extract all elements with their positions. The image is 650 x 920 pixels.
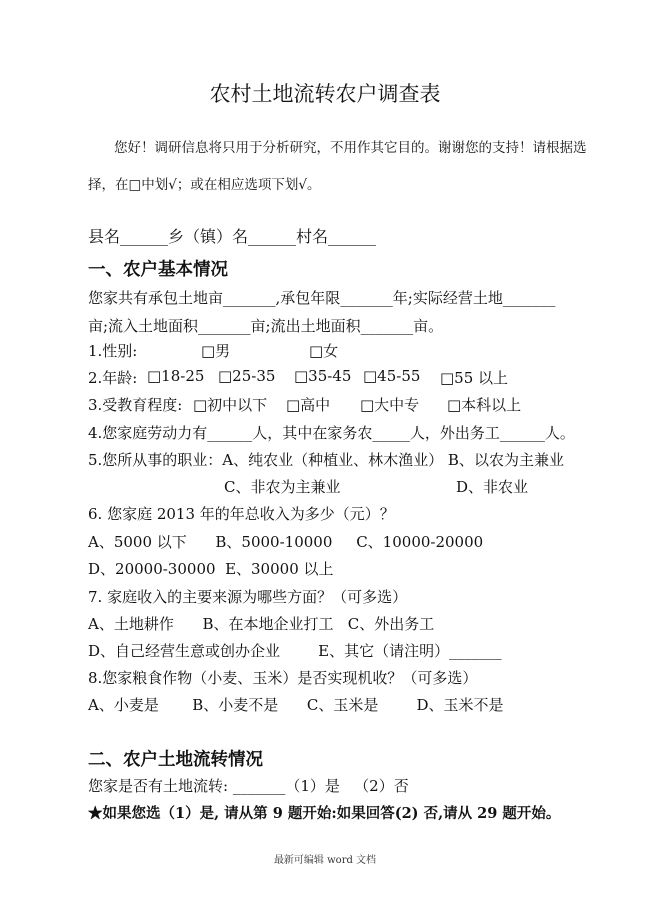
section-1-heading: 一、农户基本情况 [88,260,228,280]
q3-option-1[interactable]: □初中以下 [193,396,268,414]
q4-line: 4.您家庭劳动力有______人，其中在家务农_____人，外出务工______人。 [88,424,575,442]
page-title: 农村土地流转农户调查表 [209,82,441,106]
q1-label: 1.性别: [88,342,138,360]
intro-line-2: 择，在□中划√；或在相应选项下划√。 [88,177,321,193]
q2-option-2[interactable]: □25-35 [218,367,276,385]
q6-options-line-1: A、5000 以下 B、5000-10000 C、10000-20000 [88,533,484,551]
q5-option-d[interactable]: D、非农业 [456,478,529,496]
section-2-heading: 二、农户土地流转情况 [88,750,263,770]
q2-option-4[interactable]: □45-55 [363,367,421,385]
land-line-2: 亩;流入土地面积_______亩;流出土地面积_______亩。 [88,317,444,335]
transfer-question: 您家是否有土地流转: _______（1）是 （2）否 [88,777,409,795]
q3-option-3[interactable]: □大中专 [360,396,420,414]
transfer-note: ★如果您选（1）是, 请从第 9 题开始:如果回答(2) 否,请从 29 题开始。 [88,805,561,822]
q2-option-5[interactable]: □55 以上 [440,369,509,387]
q7-options-line-1: A、土地耕作 B、在本地企业打工 C、外出务工 [88,615,435,633]
q8-question: 8.您家粮食作物（小麦、玉米）是否实现机收？（可多选） [88,669,478,687]
page-footer: 最新可编辑 word 文档 [273,855,377,866]
q1-option-female[interactable]: □女 [309,342,339,360]
location-line: 县名______乡（镇）名______村名______ [88,227,377,246]
q3-option-2[interactable]: □高中 [286,396,331,414]
land-line-1: 您家共有承包土地亩_______,承包年限_______年;实际经营土地_______ [88,289,556,307]
q3-option-4[interactable]: □本科以上 [447,396,522,414]
q3-label: 3.受教育程度: [88,396,183,414]
q7-options-line-2: D、自己经营生意或创办企业 E、其它（请注明）_______ [88,642,502,660]
q7-question: 7. 家庭收入的主要来源为哪些方面？（可多选） [88,588,408,606]
q1-option-male[interactable]: □男 [201,342,231,360]
q2-option-3[interactable]: □35-45 [294,367,352,385]
q6-options-line-2: D、20000-30000 E、30000 以上 [88,560,334,578]
q8-options: A、小麦是 B、小麦不是 C、玉米是 D、玉米不是 [88,696,504,714]
q2-option-1[interactable]: □18-25 [147,367,205,385]
q6-question: 6. 您家庭 2013 年的年总收入为多少（元）？ [88,505,395,523]
q2-label: 2.年龄: [88,369,138,387]
q5-line-1: 5.您所从事的职业：A、纯农业（种植业、林木渔业） B、以农为主兼业 [88,451,564,469]
q5-option-c[interactable]: C、非农为主兼业 [224,478,341,496]
intro-line-1: 您好！调研信息将只用于分析研究，不用作其它目的。谢谢您的支持！请根据选 [114,140,587,156]
